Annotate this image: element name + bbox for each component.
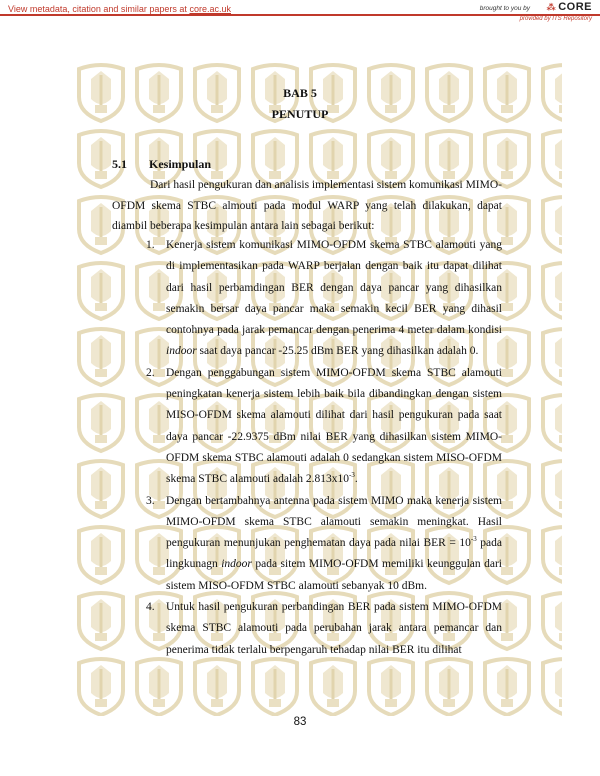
- brought-by-text: brought to you by: [479, 5, 530, 12]
- intro-paragraph: Dari hasil pengukuran dan analisis implementasi sistem komunikasi MIMO-OFDM skema STBC almouti pada modul WARP yang telah dilakukan, dapat diambil beberapa kesimpulan antara lain sebagai berikut:: [112, 179, 502, 232]
- provided-by-text: provided by ITS Repository: [519, 16, 592, 22]
- list-item: 1. Kenerja sistem komunikasi MIMO-OFDM skema STBC alamouti yang di implementasikan pada WARP berjalan dengan baik itu dapat dilihat dari hasil perbamdingan BER dengan daya pancar yang dihasilkan semakin bersar daya pancar maka semakin kecil BER yang dihasil contohnya pada jarak pemancar dengan penerima 4 meter dalam kondisi indoor saat daya pancar -25.25 dBm BER yang dihasilkan adalah 0.: [146, 239, 502, 358]
- section-title: Kesimpulan: [149, 157, 212, 171]
- list-item: 3. Dengan bertambahnya antenna pada sistem MIMO maka kenerja sistem MIMO-OFDM skema STBC alamouti semakin meningkat. Hasil pengukuran menunjukan penghematan daya pada nilai BER = $10^{-3}$ pada lingkunagn indoor pada sitem MIMO-OFDM memiliki keunggulan dari sistem MISO-OFDM STBC alamouti sebanyak 10 dBm.: [146, 494, 503, 592]
- chapter-title: PENUTUP: [271, 107, 329, 121]
- list-item: 2. Dengan penggabungan sistem MIMO-OFDM skema STBC alamouti peningkatan kenerja sistem lebih baik bila dibandingkan dengan sistem MISO-OFDM skema alamouti dilihat dari hasil pengukuran pada saat daya pancar -22.9375 dBm nilai BER yang dihasilkan sistem MIMO-OFDM skema STBC alamouti adalah 0 sedangkan sistem MISO-OFDM skema STBC alamouti adalah $2.813x10^{-3}$.: [146, 366, 502, 486]
- conclusion-list: [112, 235, 502, 661]
- core-logo-icon: ⁂: [546, 2, 557, 12]
- page-number: 83: [293, 716, 307, 728]
- list-item: 4. Untuk hasil pengukuran perbandingan BER pada sistem MIMO-OFDM skema STBC alamouti pada perubahan jarak antara pemancar dan penerima tidak terlalu berpengaruh tehadap nilai BER itu dilihat: [146, 601, 502, 656]
- core-logo[interactable]: ⁂ CORE: [546, 1, 592, 13]
- section-number: 5.1: [112, 157, 127, 171]
- chapter-label: BAB 5: [283, 86, 317, 100]
- metadata-link[interactable]: View metadata, citation and similar papers at core.ac.uk: [8, 4, 231, 14]
